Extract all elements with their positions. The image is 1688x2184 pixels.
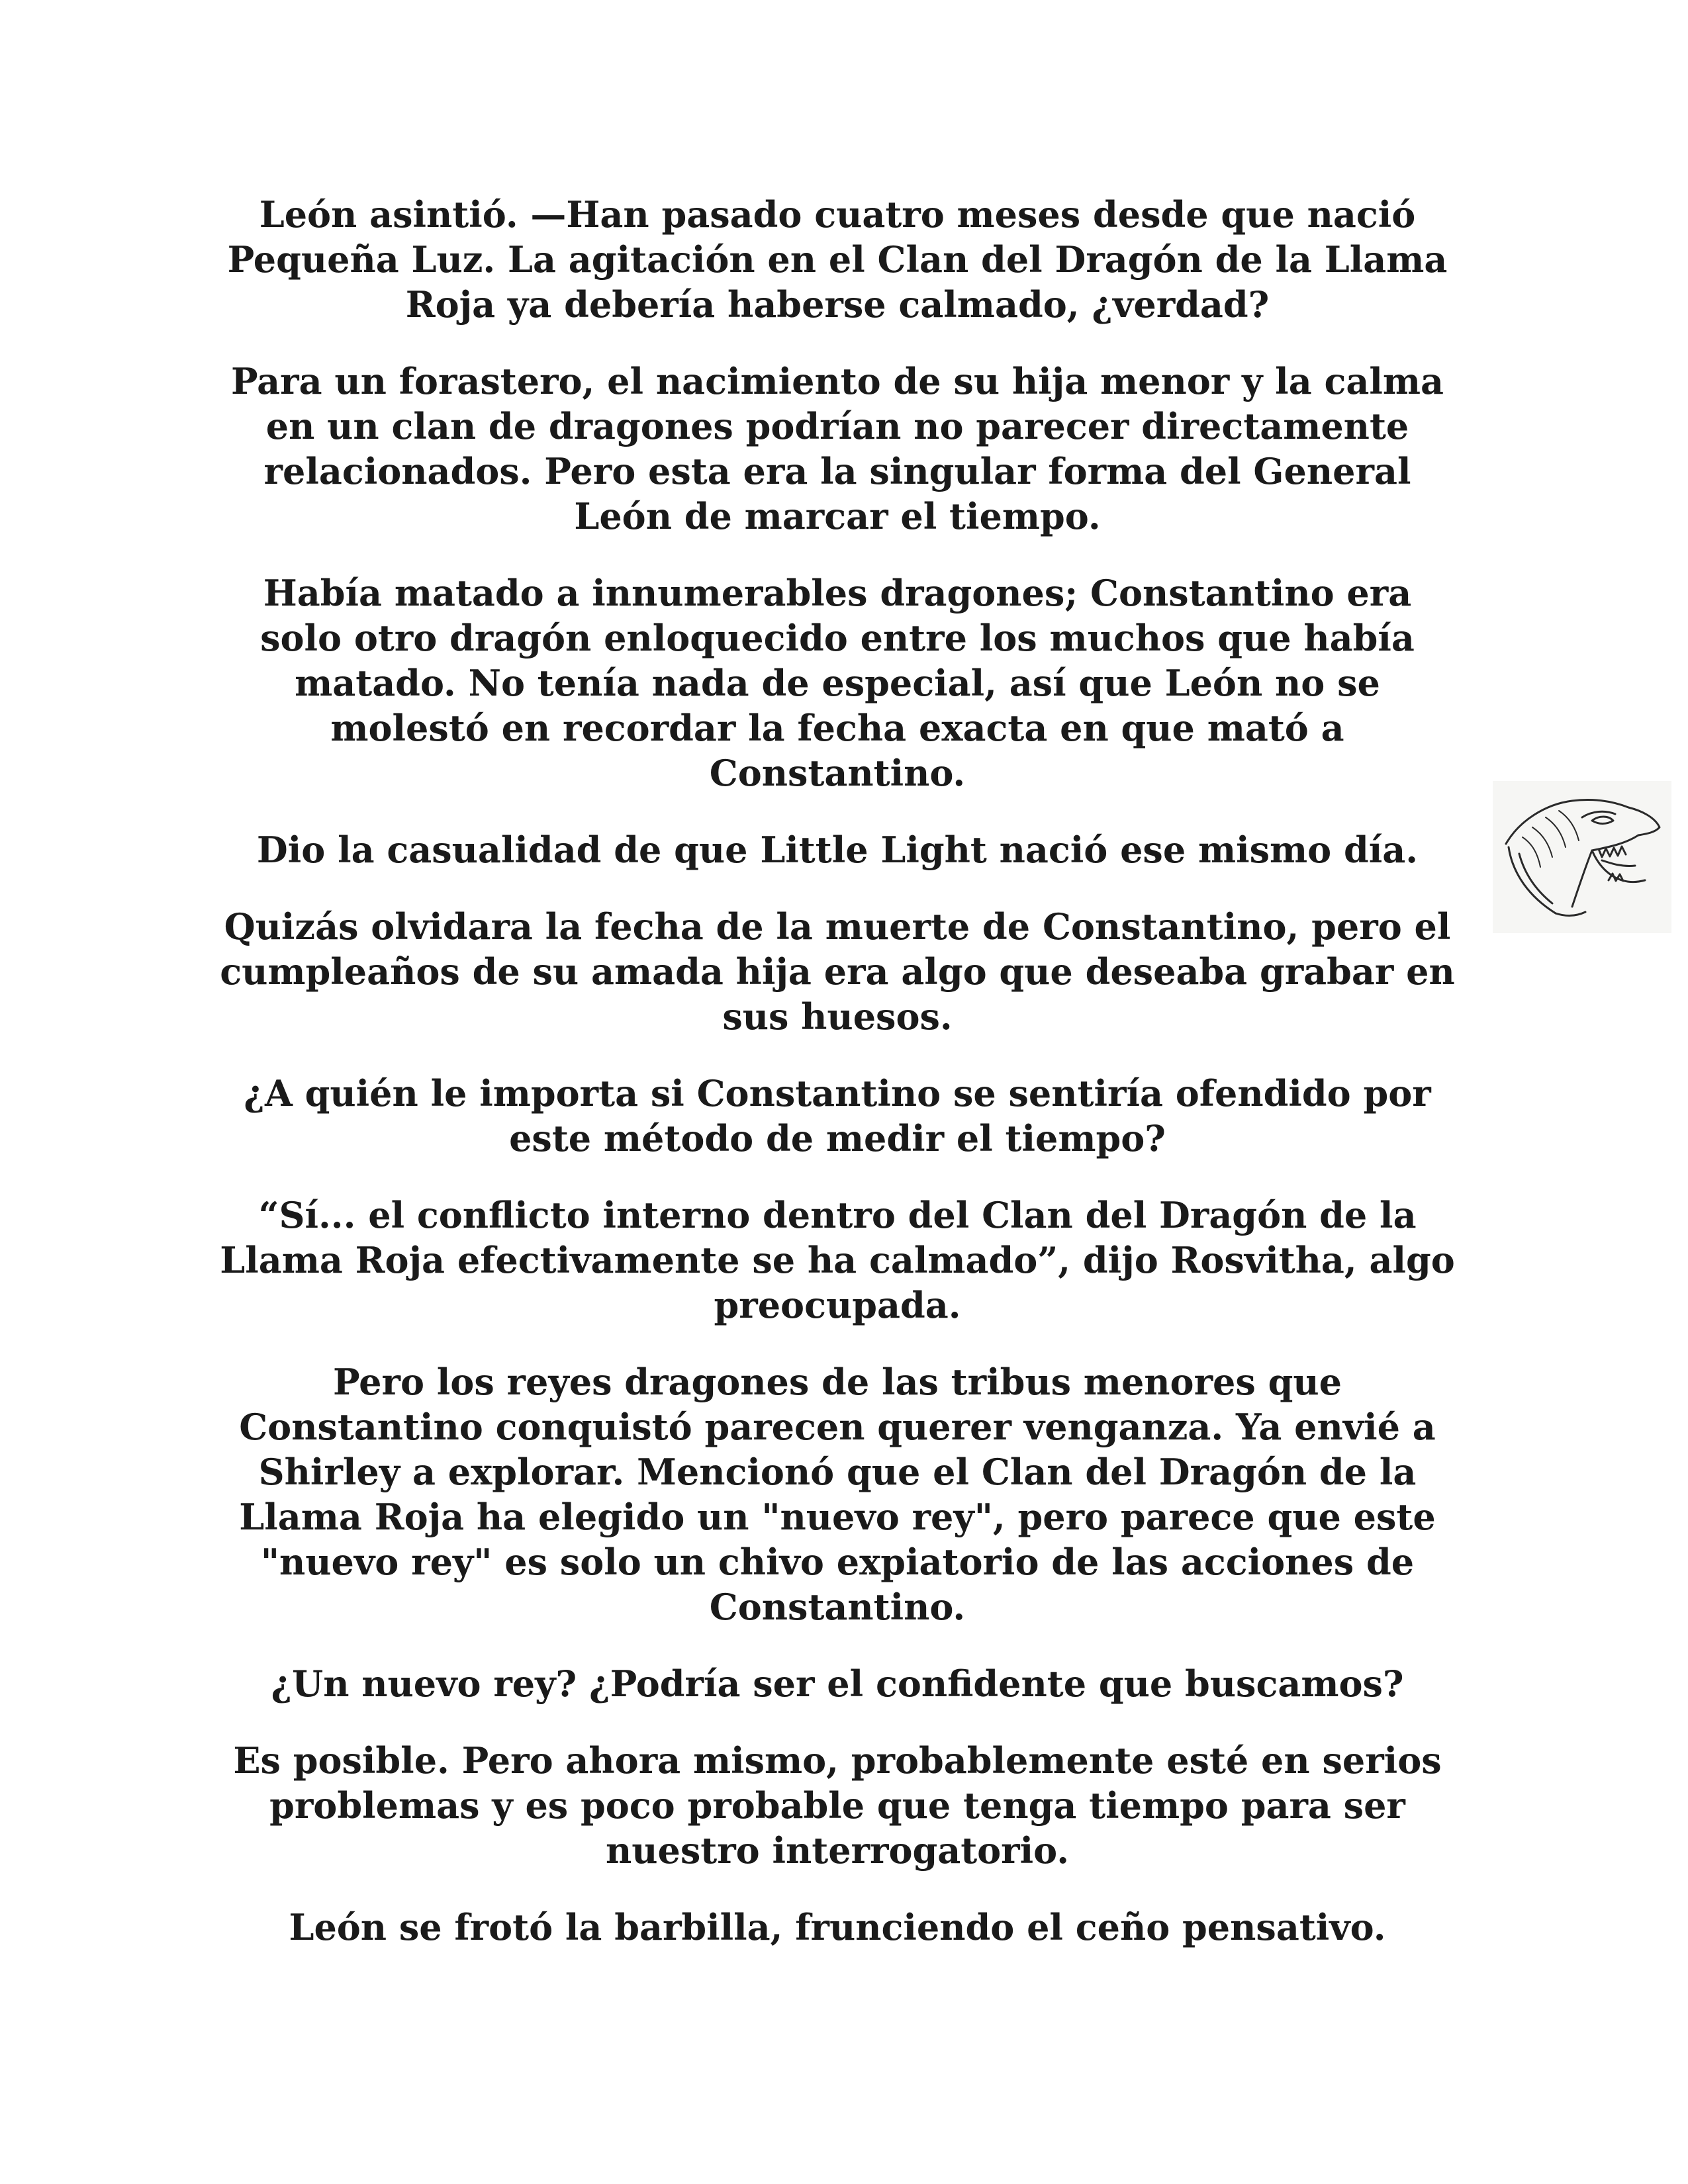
- paragraph: ¿Un nuevo rey? ¿Podría ser el confidente que buscamos?: [271, 1662, 1404, 1705]
- paragraph: León se frotó la barbilla, frunciendo el ceño pensativo.: [289, 1906, 1386, 1948]
- paragraph: León asintió. —Han pasado cuatro meses desde que nació Pequeña Luz. La agitación en el Clan del Dragón de la Llama Roja ya debería haberse calmado, ¿verdad?: [227, 193, 1448, 326]
- paragraph: Quizás olvidara la fecha de la muerte de Constantino, pero el cumpleaños de su amada hija era algo que deseaba grabar en sus huesos.: [220, 905, 1455, 1038]
- dragon-head-sketch-icon: [1493, 781, 1671, 933]
- paragraph: Para un forastero, el nacimiento de su hija menor y la calma en un clan de dragones podrían no parecer directamente relacionados. Pero esta era la singular forma del General León de marcar el tiempo.: [231, 360, 1444, 537]
- paragraph: Había matado a innumerables dragones; Constantino era solo otro dragón enloquecido entre los muchos que había matado. No tenía nada de especial, así que León no se molestó en recordar la fecha exacta en que mató a Constantino.: [260, 572, 1415, 794]
- paragraph: Pero los reyes dragones de las tribus menores que Constantino conquistó parecen querer venganza. Ya envié a Shirley a explorar. Mencionó que el Clan del Dragón de la Llama Roja ha elegido un "nuevo rey", pero parece que este "nuevo rey" es solo un chivo expiatorio de las acciones de Constantino.: [239, 1361, 1436, 1628]
- paragraph: “Sí... el conflicto interno dentro del Clan del Dragón de la Llama Roja efectivamente se ha calmado”, dijo Rosvitha, algo preocupada.: [220, 1194, 1455, 1326]
- paragraph: ¿A quién le importa si Constantino se sentiría ofendido por este método de medir el tiempo?: [244, 1072, 1431, 1160]
- body-text: [218, 192, 1456, 1981]
- paragraph: Dio la casualidad de que Little Light nació ese mismo día.: [256, 829, 1419, 871]
- paragraph: Es posible. Pero ahora mismo, probablemente esté en serios problemas y es poco probable que tenga tiempo para ser nuestro interrogatorio.: [233, 1739, 1442, 1872]
